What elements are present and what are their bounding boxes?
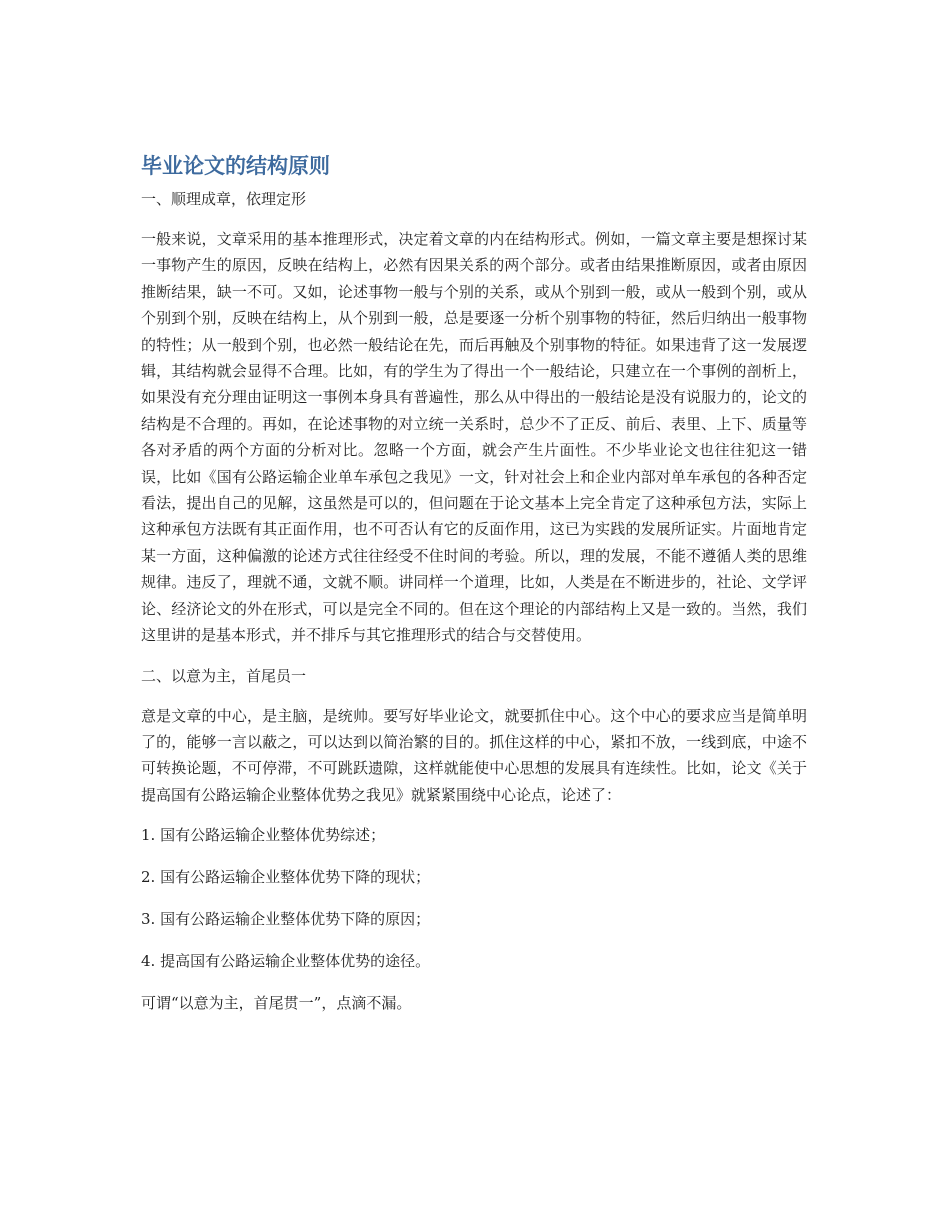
list-item: 2. 国有公路运输企业整体优势下降的现状； (141, 868, 431, 887)
list-item: 3. 国有公路运输企业整体优势下降的原因； (141, 910, 431, 929)
section-1-heading: 一、顺理成章，依理定形 (141, 190, 307, 208)
section-2-heading: 二、以意为主，首尾员一 (141, 666, 307, 685)
document-page (141, 152, 807, 1016)
closing-sentence: 可谓“以意为主，首尾贯一”，点滴不漏。 (141, 994, 412, 1013)
document-title: 毕业论文的结构原则 (141, 154, 330, 178)
section-1-paragraph: 一般来说，文章采用的基本推理形式，决定着文章的内在结构形式。例如，一篇文章主要是想探讨某一事物产生的原因，反映在结构上，必然有因果关系的两个部分。或者由结果推断原因，或者由原因推断结果，缺一不可。又如，论述事物一般与个别的关系，或从个别到一般，或从一般到个别，或从个别到个别，反映在结构上，从个别到一般，总是要逐一分析个别事物的特征，然后归纳出一般事物的特性；从一般到个别，也必然一般结论在先，而后再触及个别事物的特征。如果违背了这一发展逻辑，其结构就会显得不合理。比如，有的学生为了得出一个一般结论，只建立在一个事例的剖析上，如果没有充分理由证明这一事例本身具有普遍性，那么从中得出的一般结论是没有说服力的，论文的结构是不合理的。再如，在论述事物的对立统一关系时，总少不了正反、前后、表里、上下、质量等各对矛盾的两个方面的分析对比。忽略一个方面，就会产生片面性。不少毕业论文也往往犯这一错误，比如《国有公路运输企业单车承包之我见》一文，针对社会上和企业内部对单车承包的各种否定看法，提出自己的见解，这虽然是可以的，但问题在于论文基本上完全肯定了这种承包方法，实际上这种承包方法既有其正面作用，也不可否认有它的反面作用，这已为实践的发展所证实。片面地肯定某一方面，这种偏激的论述方式往往经受不住时间的考验。所以，理的发展，不能不遵循人类的思维规律。违反了，理就不通，文就不顺。讲同样一个道理，比如，人类是在不断进步的，社论、文学评论、经济论文的外在形式，可以是完全不同的。但在这个理论的内部结构上又是一致的。当然，我们这里讲的是基本形式，并不排斥与其它推理形式的结合与交替使用。 (141, 230, 807, 645)
section-2-paragraph: 意是文章的中心，是主脑，是统帅。要写好毕业论文，就要抓住中心。这个中心的要求应当是简单明了的，能够一言以蔽之，可以达到以简治繁的目的。抓住这样的中心，紧扣不放，一线到底，中途不可转换论题，不可停滞，不可跳跃遗隙，这样就能使中心思想的发展具有连续性。比如，论文《关于提高国有公路运输企业整体优势之我见》就紧紧围绕中心论点，论述了： (141, 706, 807, 804)
list-item: 1. 国有公路运输企业整体优势综述； (141, 826, 386, 845)
list-item: 4. 提高国有公路运输企业整体优势的途径。 (141, 952, 431, 971)
